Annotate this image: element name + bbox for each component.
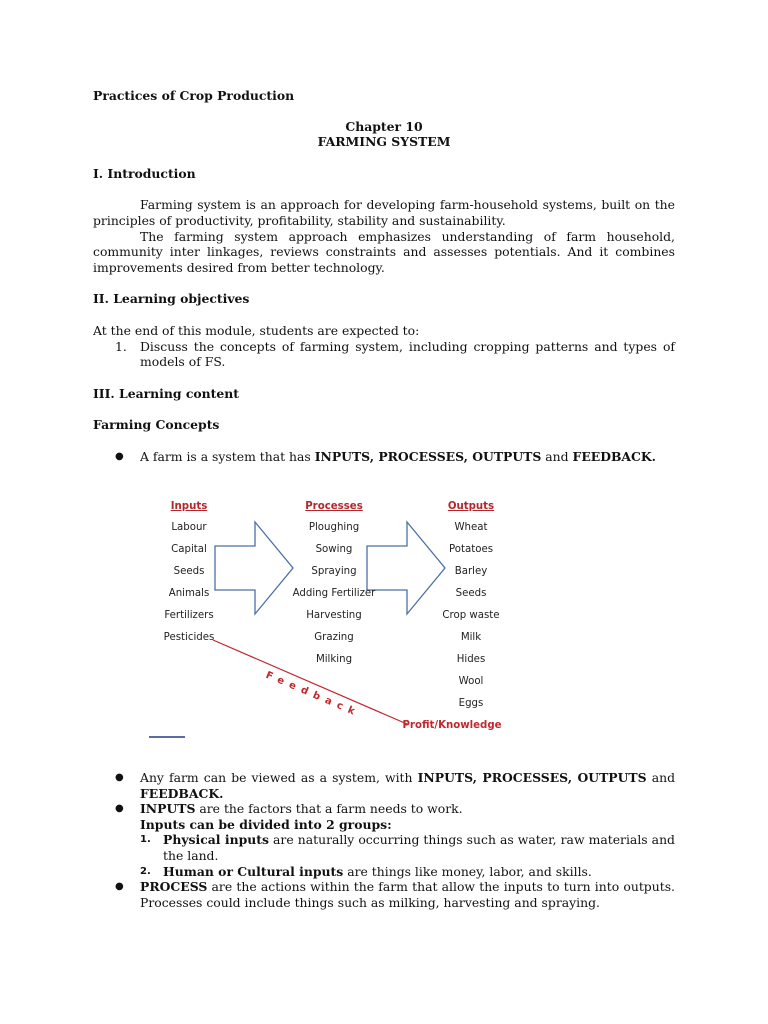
group-title: Physical inputs [163,832,269,848]
output-item: Hides [456,654,486,665]
bullet-text: and [646,770,676,785]
objectives-heading: II. Learning objectives [93,291,250,307]
process-item: Grazing [314,632,354,643]
output-item: Seeds [455,588,487,599]
output-item: Wool [458,676,484,687]
process-item: Sowing [315,544,353,555]
group-marker: 1. [140,834,151,846]
bullet-dot: ● [115,881,124,893]
group-title: Human or Cultural inputs [163,863,344,879]
input-item: Seeds [173,566,205,577]
process-item: Ploughing [308,522,360,533]
bullet-text: are the actions within the farm that allow the inputs to turn into outputs. Processes could include things such as milking, harvesting and spraying. [140,879,675,910]
profit-knowledge-label: Profit/Knowledge [402,720,502,731]
process-item: Harvesting [306,610,362,621]
input-item: Animals [168,588,210,599]
chapter-title: FARMING SYSTEM [317,134,451,150]
introduction-paragraph-2: The farming system approach emphasizes understanding of farm household, community inter linkages, reviews constraints and assesses potentials. And it combines improvements desired from better technology. [93,228,675,275]
group-text: are things like money, labor, and skills. [343,863,592,879]
output-item: Crop waste [442,610,500,621]
feedback-label: Feedback [263,669,362,720]
process-item: Adding Fertilizer [292,588,376,599]
bullet-bold: INPUTS [140,801,196,817]
document-page [93,88,675,465]
objective-item [93,339,675,370]
bullet-text: Any farm can be viewed as a system, with [140,770,418,785]
chapter-number: Chapter 10 [345,118,423,134]
group-marker: 2. [140,865,151,877]
input-item: Fertilizers [164,610,214,621]
bullet-dot: ● [115,772,124,783]
inputs-group-item [140,832,675,863]
inputs-groups-heading: Inputs can be divided into 2 groups: [140,816,392,832]
process-item: Milking [315,654,353,665]
output-item: Barley [454,566,488,577]
content-heading: III. Learning content [93,385,240,401]
input-item: Pesticides [163,632,215,643]
objective-marker: 1. [115,338,127,354]
objective-text: Discuss the concepts of farming system, including cropping patterns and types of models of FS. [140,338,675,370]
output-item: Wheat [454,522,488,533]
bullet-dot: ● [115,803,124,815]
output-item: Potatoes [448,544,494,555]
objectives-lead: At the end of this module, students are expected to: [93,322,420,338]
bullet-process [93,879,675,910]
process-item: Spraying [311,566,357,577]
farm-system-diagram [145,478,525,740]
bullet-bold: FEEDBACK. [572,448,656,464]
inputs-header: Inputs [170,501,208,512]
bullet-inputs [93,801,675,879]
outputs-header: Outputs [447,501,495,512]
output-item: Milk [460,632,482,643]
bullet-text: A farm is a system that has [140,448,315,464]
input-item: Capital [171,544,207,555]
bullet-bold: FEEDBACK. [140,785,224,801]
group-text: are naturally occurring things such as water, raw materials and the land. [163,832,675,863]
bullet-farm-viewed-as-system [93,770,675,801]
bullet-bold: INPUTS, PROCESSES, OUTPUTS [314,448,542,464]
output-item: Eggs [458,698,484,709]
bullet-dot: ● [115,450,124,462]
bullet-text: are the factors that a farm needs to work. [195,801,463,817]
course-title: Practices of Crop Production [93,88,295,103]
processes-header: Processes [305,501,363,512]
bullet-bold: INPUTS, PROCESSES, OUTPUTS [417,770,647,785]
introduction-heading: I. Introduction [93,165,196,181]
farming-concepts-heading: Farming Concepts [93,417,220,433]
input-item: Labour [171,522,207,533]
bullet-bold: PROCESS [140,879,208,895]
introduction-paragraph-1: Farming system is an approach for developing farm-household systems, built on the principles of productivity, profitability, stability and sustainability. [93,197,675,228]
lower-content [93,770,675,910]
bullet-farm-system [93,449,675,465]
inputs-group-item [140,864,675,880]
bullet-text: and [541,448,573,464]
